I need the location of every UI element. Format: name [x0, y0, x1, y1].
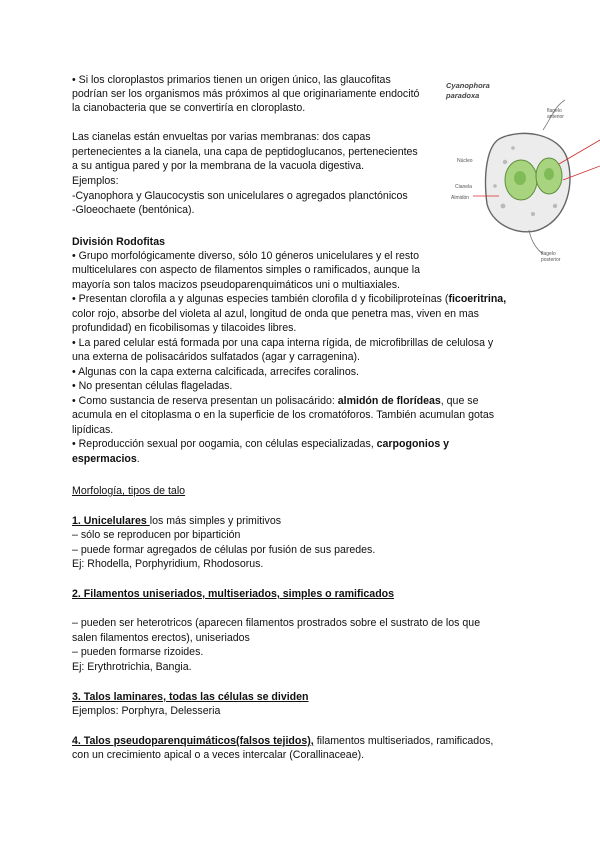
pigments-text: • Presentan clorofila a y algunas especies también clorofila d y ficobiliproteínas (: [72, 293, 449, 305]
label-flagelo-ant-1: flagelo: [547, 108, 562, 114]
cyanophora-diagram: [443, 78, 600, 268]
carpogonios-term: carpogonios y: [376, 438, 450, 450]
type-4-title: 4. Talos pseudoparenquimáticos(falsos tejidos),: [72, 735, 314, 747]
arrow: [559, 140, 600, 164]
intro-line: • Si los cloroplastos primarios tienen un origen único, las glaucofitas: [72, 74, 391, 86]
rodofitas-line: mayoría son talos macizos pseudoparenquimáticos uni o multiaxiales.: [72, 279, 400, 291]
section-heading-morfologia: Morfología, tipos de talo: [72, 485, 186, 497]
rodofitas-line: lipídicas.: [72, 424, 114, 436]
label-almidon: Almidón: [451, 195, 470, 201]
rodofitas-line: color rojo, absorbe del violeta al azul, longitud de onda que penetra mas, viven en mas: [72, 308, 479, 320]
cianelas-line: a su antigua pared y por la membrana de la vacuola digestiva.: [72, 160, 365, 172]
cyanelle-center: [544, 168, 554, 180]
example-line: -Gloeochaete (bentónica).: [72, 204, 195, 216]
rodofitas-line: una externa de polisacáridos sulfatados (agar y carragenina).: [72, 351, 360, 363]
type-2-examples: Ej: Erythrotrichia, Bangia.: [72, 661, 192, 673]
period: .: [136, 453, 140, 465]
rodofitas-line: • Grupo morfológicamente diverso, sólo 10 géneros unicelulares y el resto: [72, 250, 420, 262]
type-1-examples: Ej: Rhodella, Porphyridium, Rhodosorus.: [72, 558, 264, 570]
rodofitas-line: multicelulares con aspecto de filamentos simples o ramificados, aunque la: [72, 264, 421, 276]
section-heading-rodofitas: División Rodofitas: [72, 236, 165, 248]
label-flagelo-post-1: flagelo: [541, 251, 556, 257]
intro-line: podrían ser los organismos más próximos al que originariamente endocitó: [72, 88, 420, 100]
rodofitas-line: • Algunas con la capa externa calcificada, arrecifes coralinos.: [72, 366, 359, 378]
ficoeritrina-term: ficoeritrina,: [448, 293, 507, 305]
label-nucleo: Núcleo: [457, 158, 473, 164]
figure-title-2: paradoxa: [446, 91, 480, 100]
type-4-line: [72, 734, 493, 748]
cianelas-line: pertenecientes a la cianela, una capa de peptidoglucanos, pertenecientes: [72, 146, 418, 158]
reproduccion-line: [72, 437, 449, 451]
type-2-detail: salen filamentos erectos), uniseriados: [72, 632, 250, 644]
intro-line: la cianobacteria que se convertiría en cloroplasto.: [72, 102, 306, 114]
label-flagelo-post-2: posterior: [541, 257, 561, 263]
reserva-text: • Como sustancia de reserva presentan un polisacárido:: [72, 395, 338, 407]
almidon-term: almidón de florídeas: [337, 395, 441, 407]
type-1-line: [72, 514, 281, 528]
type-2-detail: – pueden formarse rizoides.: [72, 646, 204, 658]
rodofitas-line: • No presentan células flageladas.: [72, 380, 233, 392]
reproduccion-line-2: [72, 452, 140, 466]
type-4-detail: con un crecimiento apical o a veces intercalar (Corallinaceae).: [72, 749, 365, 761]
reserva-line: [72, 394, 478, 408]
type-2-detail: – pueden ser heterotricos (aparecen filamentos prostrados sobre el sustrato de los que: [72, 617, 481, 629]
pigments-line: [72, 292, 506, 306]
cyanophora-figure: [443, 78, 600, 268]
espermacios-term: espermacios: [72, 453, 137, 465]
cyanelle-center: [514, 171, 526, 185]
rodofitas-line: profundidad) en ficobilisomas y tilacoides libres.: [72, 322, 297, 334]
type-2-title: 2. Filamentos uniseriados, multiseriados, simples o ramificados: [72, 588, 395, 600]
type-3-title: 3. Talos laminares, todas las células se dividen: [72, 691, 309, 703]
type-3-examples: Ejemplos: Porphyra, Delesseria: [72, 705, 221, 717]
label-cianela: Cianela: [455, 184, 472, 190]
type-1-detail: – puede formar agregados de células por fusión de sus paredes.: [72, 544, 376, 556]
reserva-text-end: , que se: [440, 395, 479, 407]
example-line: -Cyanophora y Glaucocystis son unicelulares o agregados planctónicos: [72, 190, 408, 202]
rodofitas-line: • La pared celular está formada por una capa interna rígida, de microfibrillas de celulosa y: [72, 337, 494, 349]
type-1-detail: – sólo se reproducen por bipartición: [72, 529, 241, 541]
rodofitas-line: acumula en el citoplasma o en la superficie de los cromatóforos. También acumulan gotas: [72, 409, 495, 421]
type-4-desc: filamentos multiseriados, ramificados,: [313, 735, 494, 747]
reproduccion-text: • Reproducción sexual por oogamia, con células especializadas,: [72, 438, 377, 450]
figure-title-1: Cyanophora: [446, 81, 490, 90]
type-1-desc: los más simples y primitivos: [149, 515, 282, 527]
examples-label: Ejemplos:: [72, 175, 119, 187]
type-1-title: 1. Unicelulares: [72, 515, 150, 527]
cianelas-line: Las cianelas están envueltas por varias membranas: dos capas: [72, 131, 371, 143]
label-flagelo-ant-2: anterior: [547, 114, 564, 120]
